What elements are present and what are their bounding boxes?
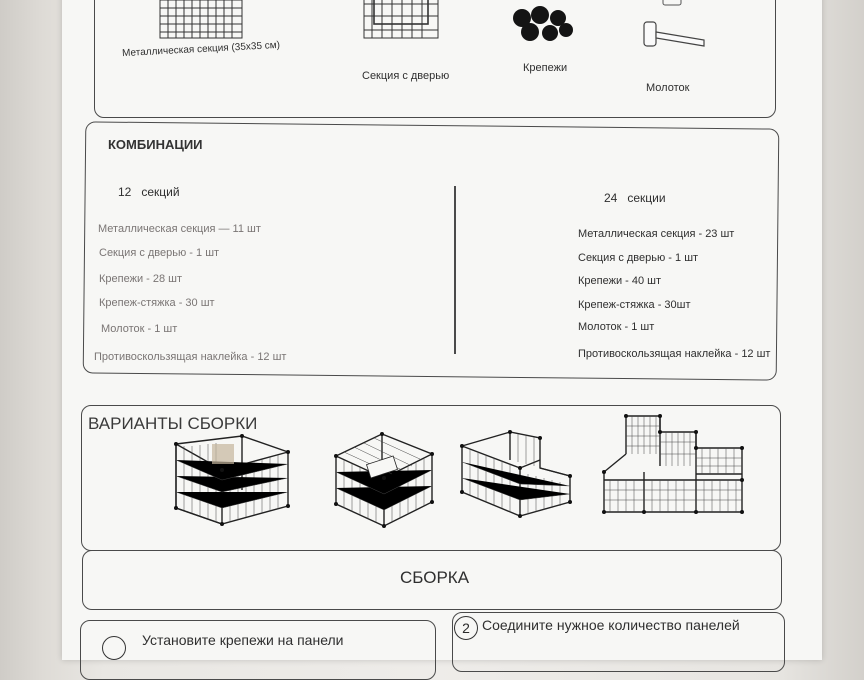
variant-cube — [332, 422, 436, 536]
step1-text: Установите крепежи на панели — [142, 632, 344, 648]
set12-line: Противоскользящая наклейка - 12 шт — [94, 351, 287, 363]
part-label-grid-panel: Металлическая секция (35x35 см) — [121, 39, 281, 60]
sticker-icon — [662, 0, 682, 6]
step2-number: 2 — [462, 620, 470, 636]
grid-panel-icon — [158, 0, 244, 40]
part-label-hammer: Молоток — [646, 82, 690, 94]
step1-number-circle — [102, 636, 126, 660]
set24-heading: 24 секции — [604, 191, 666, 205]
step2-text: Соедините нужное количество панелей — [482, 617, 740, 633]
door-panel-icon — [362, 0, 442, 40]
combinations-title: КОМБИНАЦИИ — [108, 137, 203, 152]
set24-line: Металлическая секция - 23 шт — [578, 228, 735, 240]
set12-heading: 12 секций — [118, 185, 180, 199]
variant-l-shape — [460, 420, 574, 520]
set24-line: Молоток - 1 шт — [578, 321, 655, 333]
set12-line: Крепежи - 28 шт — [99, 273, 183, 285]
part-label-connectors: Крепежи — [523, 62, 568, 74]
combinations-divider — [454, 186, 456, 354]
set24-line: Крепежи - 40 шт — [578, 275, 662, 287]
step1-box — [80, 620, 436, 680]
set12-line: Крепеж-стяжка - 30 шт — [99, 297, 215, 309]
set12-line: Металлическая секция — 11 шт — [98, 223, 261, 235]
set12-line: Секция с дверью - 1 шт — [99, 247, 220, 259]
variant-square-pen — [172, 430, 292, 540]
hammer-icon — [640, 20, 710, 56]
connectors-icon — [508, 6, 578, 44]
variant-large-pen — [600, 414, 756, 518]
set24-line: Секция с дверью - 1 шт — [578, 252, 699, 264]
part-label-door-panel: Секция с дверью — [362, 70, 450, 82]
step2-number-circle — [454, 616, 478, 640]
variants-title: ВАРИАНТЫ СБОРКИ — [88, 414, 258, 433]
set24-line: Крепеж-стяжка - 30шт — [578, 299, 691, 311]
assembly-title: СБОРКА — [400, 568, 470, 587]
set12-line: Молоток - 1 шт — [101, 323, 178, 335]
set24-line: Противоскользящая наклейка - 12 шт — [578, 348, 771, 360]
instruction-sheet — [62, 0, 822, 660]
